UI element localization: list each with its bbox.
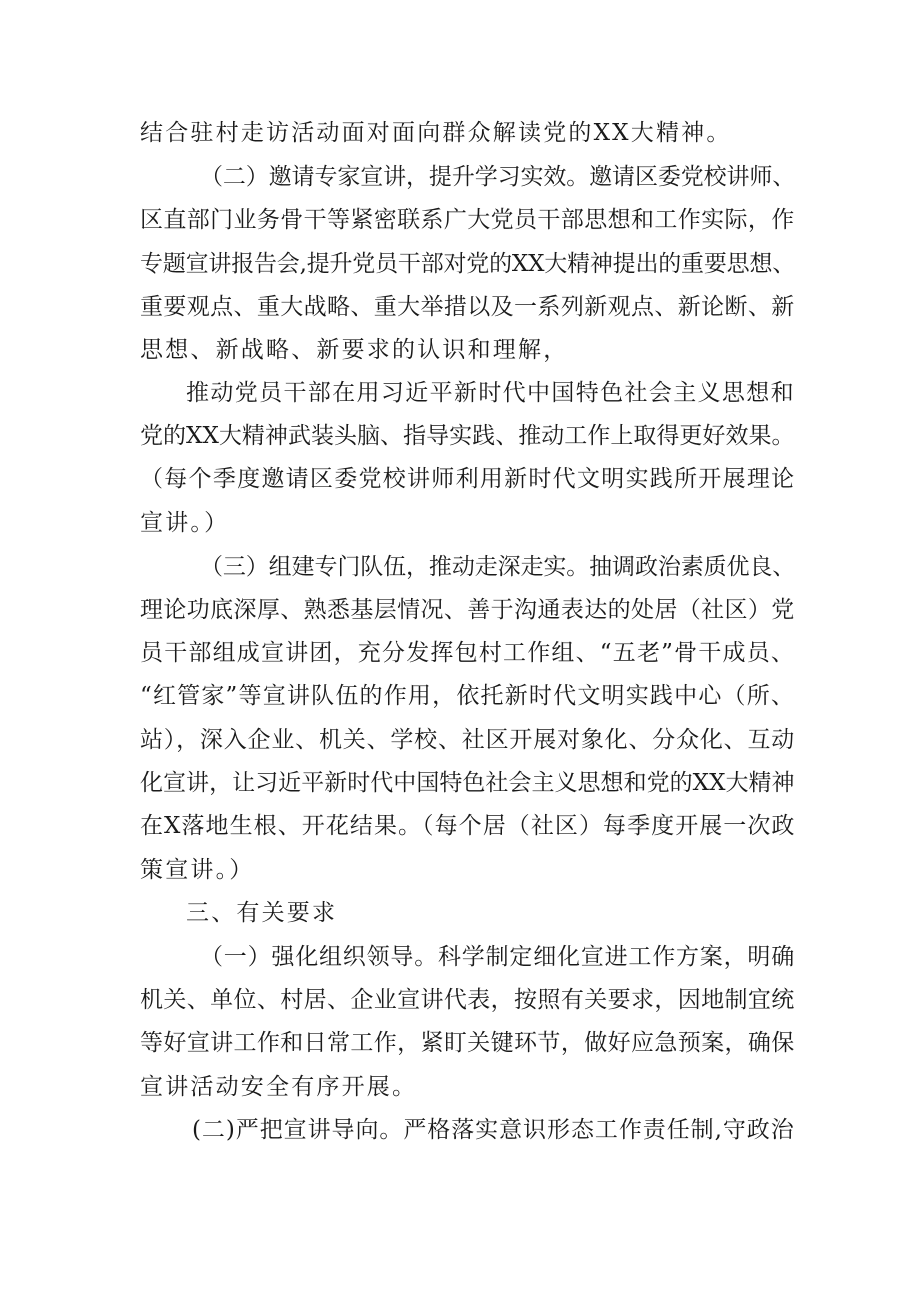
text-line: 理论功底深厚、熟悉基层情况、善于沟通表达的处居（社区）党 (140, 597, 795, 623)
text-line: 重要观点、重大战略、重大举措以及一系列新观点、新论断、新 (140, 294, 795, 320)
text-line: 策宣讲。） (140, 857, 255, 883)
text-line: 思想、新战略、新要求的认识和理解， (140, 337, 569, 363)
text-line: 宣讲。） (140, 510, 230, 536)
text-line: 员干部组成宣讲团，充分发挥包村工作组、“五老”骨干成员、 (140, 640, 796, 666)
section-heading: 三、有关要求 (186, 900, 338, 926)
text-line: （二）邀请专家宣讲，提升学习实效。邀请区委党校讲师、 (200, 164, 796, 190)
text-line: （三）组建专门队伍，推动走深走实。抽调政治素质优良、 (200, 554, 796, 580)
text-line: （每个季度邀请区委党校讲师利用新时代文明实践所开展理论 (140, 466, 796, 492)
text-line: 推动党员干部在用习近平新时代中国特色社会主义思想和 (186, 380, 795, 406)
text-line: 机关、单位、村居、企业宣讲代表，按照有关要求，因地制宜统 (140, 987, 795, 1013)
text-line: “红管家”等宣讲队伍的作用，依托新时代文明实践中心（所、 (140, 683, 796, 709)
text-line: 站），深入企业、机关、学校、社区开展对象化、分众化、互动 (140, 727, 796, 753)
text-line: 化宣讲，让习近平新时代中国特色社会主义思想和党的XX大精神 (140, 770, 795, 796)
text-line: 等好宣讲工作和日常工作，紧盯关键环节，做好应急预案，确保 (140, 1030, 795, 1056)
text-line: 结合驻村走访活动面对面向群众解读党的XX大精神。 (140, 120, 732, 146)
text-line: （一）强化组织领导。科学制定细化宣进工作方案，明确 (200, 944, 795, 970)
text-line: 区直部门业务骨干等紧密联系广大党员干部思想和工作实际，作 (140, 207, 795, 233)
text-line: 专题宣讲报告会,提升党员干部对党的XX大精神提出的重要思想、 (140, 251, 796, 277)
text-line: 宣讲活动安全有序开展。 (140, 1074, 418, 1100)
text-line: (二)严把宣讲导向。严格落实意识形态工作责任制,守政治 (192, 1117, 795, 1143)
text-line: 在X落地生根、开花结果。（每个居（社区）每季度开展一次政 (140, 813, 796, 839)
text-line: 党的XX大精神武装头脑、指导实践、推动工作上取得更好效果。 (140, 423, 795, 449)
